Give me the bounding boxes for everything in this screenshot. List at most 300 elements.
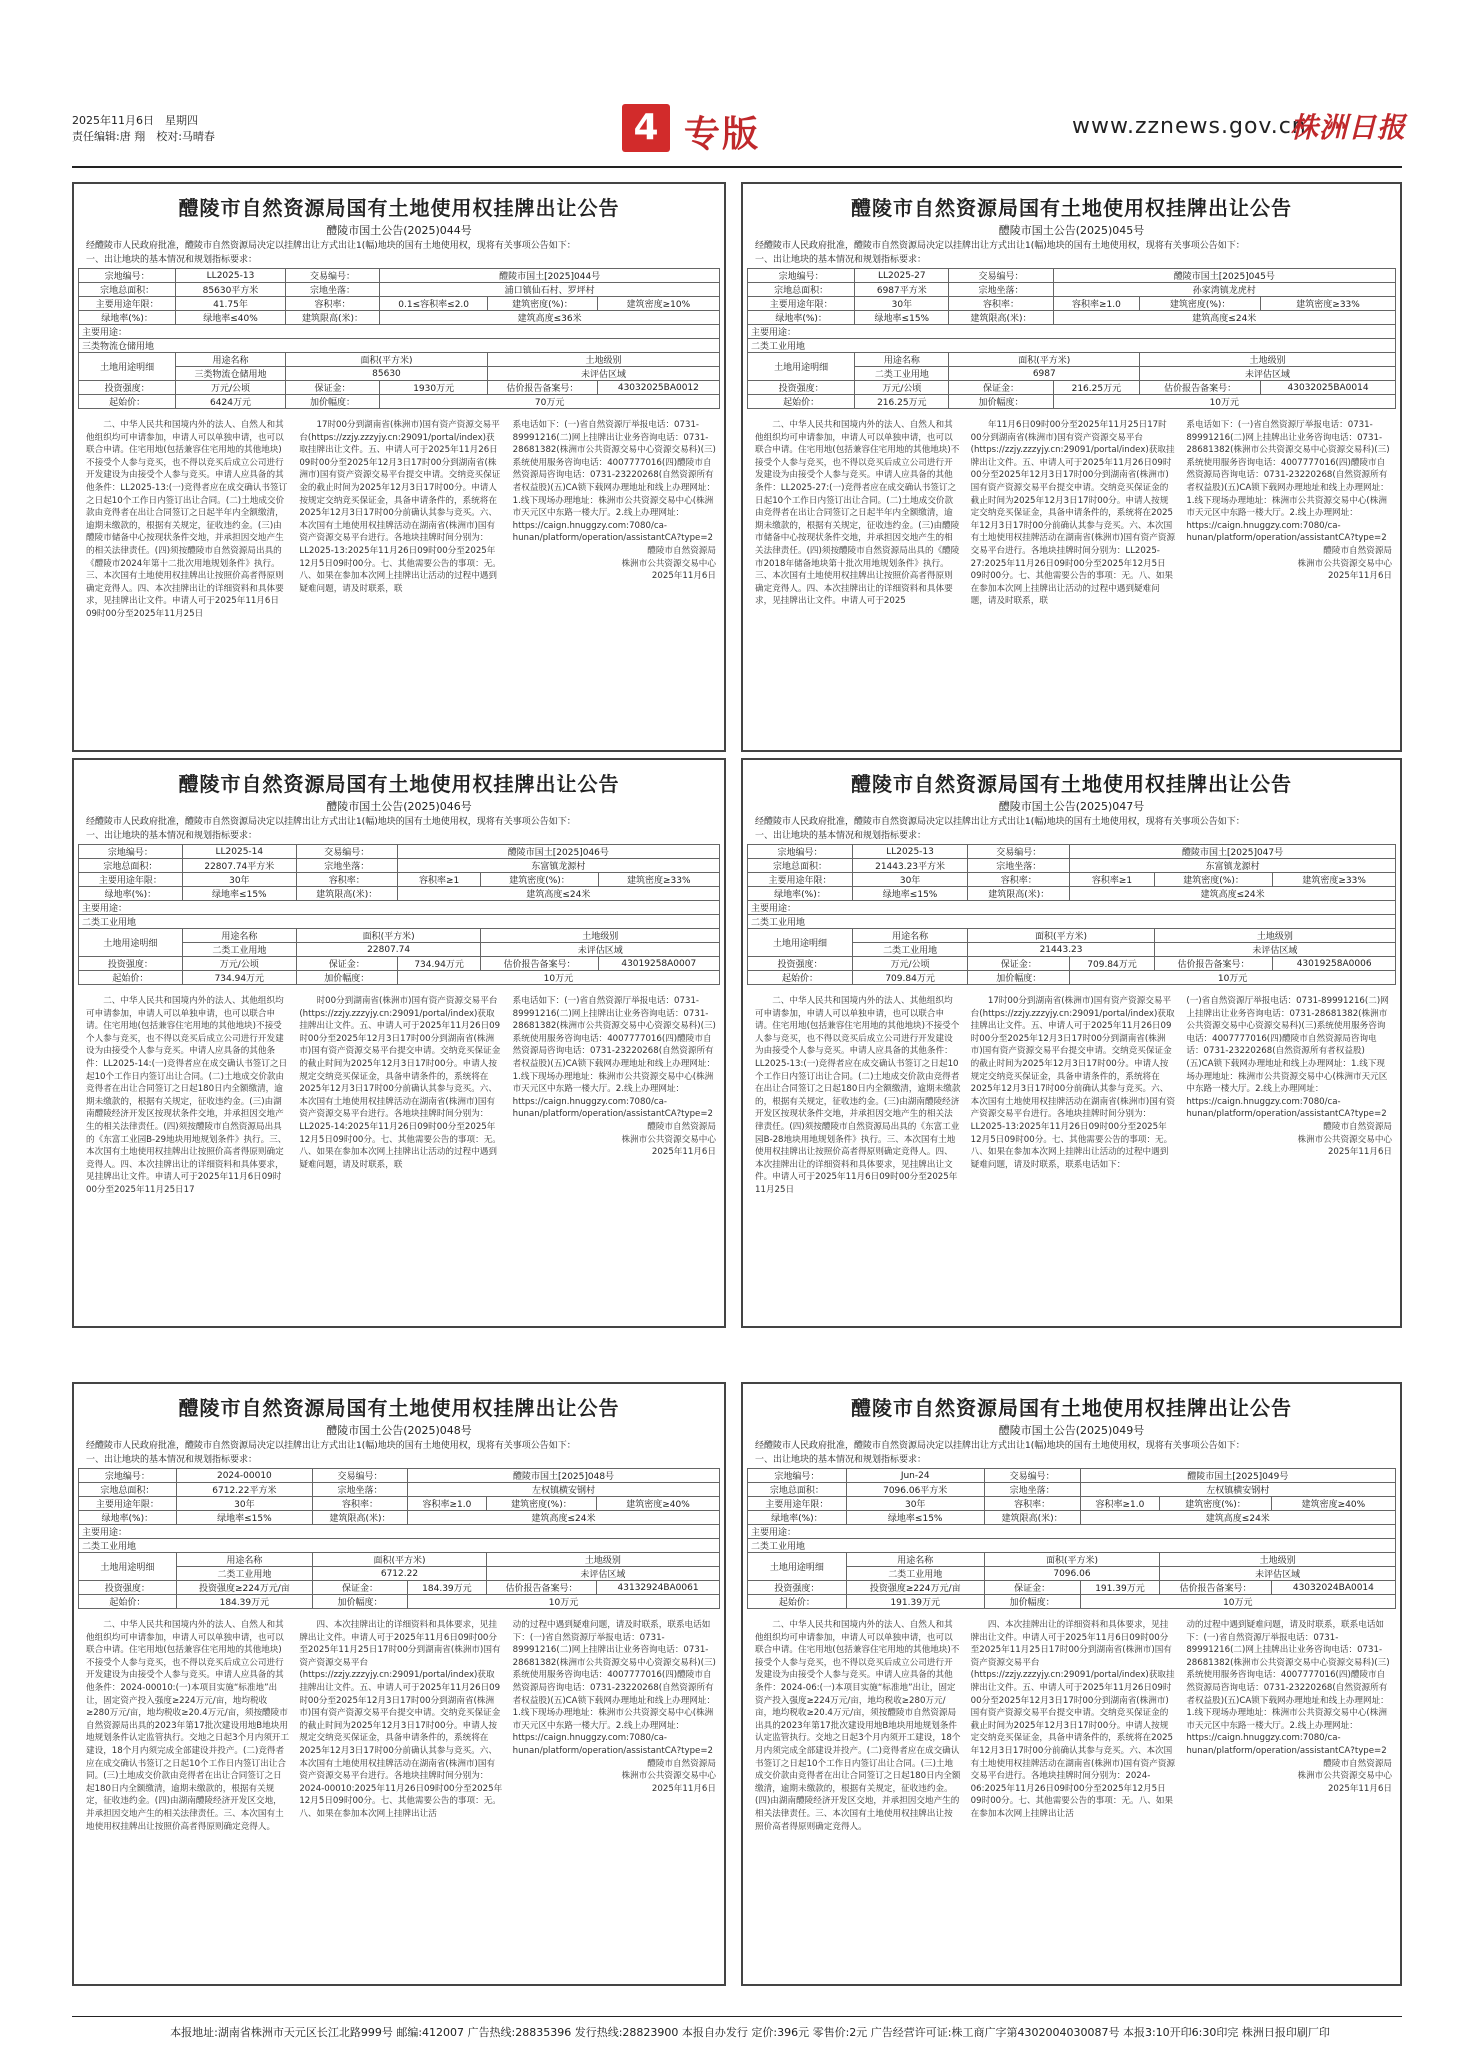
table-cell: 容积率： [984,1497,1080,1511]
table-cell: 未评估区域 [481,943,720,957]
table-cell: 估价报告备案号： [481,957,598,971]
table-cell: 东富镇龙源村 [1070,859,1396,873]
table-cell: 起始价： [748,971,853,985]
table-cell: 建筑高度≤24米 [397,887,719,901]
table-cell: 保证金： [968,957,1070,971]
signature-date: 2025年11月6日 [651,1783,716,1794]
table-cell: LL2025-13 [176,269,286,283]
table-row [79,1595,720,1609]
table-cell: 734.94万元 [397,957,481,971]
table-cell: 建筑高度≤24米 [1053,311,1395,325]
notice-title: 醴陵市自然资源局国有土地使用权挂牌出让公告 [851,196,1292,220]
notice-number: 醴陵市国土公告(2025)049号 [998,1424,1145,1437]
table-cell: 宗地总面积： [748,859,853,873]
table-cell: 主要用途年限： [748,873,853,887]
signature-center: 株洲市公共资源交易中心 [1297,558,1393,569]
parcel-info-table [78,268,720,409]
table-cell: 43019258A0007 [598,957,719,971]
table-row [79,1483,720,1497]
table-cell: 宗地编号： [79,269,176,283]
body-column [1186,1619,1392,1854]
table-cell: 土地用途明细 [79,929,183,957]
table-cell: LL2025-14 [182,845,296,859]
website-link[interactable]: www.zznews.gov.cn [1072,114,1307,139]
table-cell: 宗地总面积： [79,1483,177,1497]
table-cell: 宗地总面积： [79,859,183,873]
notice-title: 醴陵市自然资源局国有土地使用权挂牌出让公告 [178,1396,620,1420]
table-cell: 土地级别 [1160,1553,1396,1567]
parcel-info-table [78,1468,720,1609]
table-cell: 土地级别 [1140,353,1396,367]
table-cell: 醴陵市国土[2025]047号 [1070,845,1396,859]
body-text: 动的过程中遇到疑难问题，请及时联系，联系电话如下：(一)省自然资源厅举报电话：0731-89991216(二)网上挂牌出让业务咨询电话：0731-28681382(株洲市公共资源交易中心资源交易科)(三)系统使用服务咨询电话：4007777016(四)醴陵市自然资源局咨询电话：0731-23220268(自然资源所有者权益股)(五)CA锁下载网办理地址和线上办理网址：1.线下现场办理地址：株洲市公共资源交易中心(株洲市天元区中东路一楼大厅。2.线上办理网址：https://caign.hnuggzy.com:7080/ca-hunan/platform/operation/assistantCA?type=2 [1186,1620,1390,1756]
table-cell: 估价报告备案号： [1160,1581,1271,1595]
table-row [79,325,720,339]
table-row [748,929,1396,943]
table-cell: 建筑限高(米)： [285,311,379,325]
signature-bureau: 醴陵市自然资源局 [647,1758,716,1769]
table-cell: 起始价： [748,1595,847,1609]
table-cell: 主要用途年限： [79,297,176,311]
table-cell: 用途名称 [176,1553,312,1567]
table-cell: 建筑高度≤24米 [1080,1511,1395,1525]
body-column [971,1619,1177,1854]
table-cell: 1930万元 [380,381,488,395]
table-cell: 估价报告备案号： [488,381,598,395]
table-cell: 30年 [176,1497,312,1511]
notice-intro: 经醴陵市人民政府批准，醴陵市自然资源局决定以挂牌出让方式出让1(幅)地块的国有土地使用权，现将有关事项公告如下： [86,817,576,827]
table-cell: 6712.22平方米 [176,1483,312,1497]
table-cell: 醴陵市国土[2025]044号 [380,269,720,283]
table-cell: 二类工业用地 [846,1567,984,1581]
table-row [79,901,720,915]
table-cell: 加价幅度： [313,1595,408,1609]
table-cell: 二类工业用地 [748,1539,1396,1553]
signature-bureau: 醴陵市自然资源局 [647,545,716,556]
notice-title: 醴陵市自然资源局国有土地使用权挂牌出让公告 [851,772,1292,796]
notice-number: 醴陵市国土公告(2025)047号 [998,800,1145,813]
body-column [755,419,961,654]
notice-section-heading: 一、出让地块的基本情况和规划指标要求： [755,255,927,265]
table-cell: 未评估区域 [1160,1567,1396,1581]
parcel-info-table [747,844,1396,985]
table-row [748,887,1396,901]
table-cell: 7096.06平方米 [846,1483,984,1497]
land-notice [72,758,726,1328]
land-notice [72,182,726,752]
table-cell: 30年 [846,1497,984,1511]
table-cell: 70万元 [380,395,720,409]
parcel-info-table [747,268,1396,409]
signature-center: 株洲市公共资源交易中心 [621,1771,716,1782]
table-cell: 土地用途明细 [79,353,176,381]
newspaper-logo: 株洲日报 [1290,111,1407,144]
table-cell: 绿地率≤15% [182,887,296,901]
table-cell: 孙家湾镇龙虎村 [1053,283,1395,297]
notice-intro: 经醴陵市人民政府批准，醴陵市自然资源局决定以挂牌出让方式出让1(幅)地块的国有土地使用权，现将有关事项公告如下： [755,241,1245,251]
table-cell: 投资强度： [79,957,183,971]
table-row [79,859,720,873]
table-row [748,269,1396,283]
table-cell: 30年 [852,873,967,887]
table-cell: 建筑密度≥33% [598,873,719,887]
table-cell: 22807.74 [296,943,481,957]
notice-title: 醴陵市自然资源局国有土地使用权挂牌出让公告 [851,1396,1292,1420]
table-cell: 2024-00010 [176,1469,312,1483]
page-header [0,0,1475,178]
table-row [748,915,1396,929]
table-row [79,381,720,395]
table-row [748,325,1396,339]
table-cell: 土地级别 [1154,929,1395,943]
table-row [79,915,720,929]
signature-bureau: 醴陵市自然资源局 [1323,1758,1393,1769]
table-cell: 10万元 [408,1595,720,1609]
table-cell: 万元/公顷 [852,957,967,971]
table-row [79,1539,720,1553]
table-cell: 宗地坐落： [968,859,1070,873]
table-row [748,845,1396,859]
table-cell: 投资强度≥224万元/亩 [176,1581,312,1595]
table-row [79,1511,720,1525]
table-cell: 保证金： [296,957,397,971]
table-cell: 主要用途年限： [748,297,855,311]
table-row [748,1525,1396,1539]
table-cell: 交易编号： [949,269,1053,283]
table-row [748,1595,1396,1609]
table-cell: 主要用途年限： [79,873,183,887]
body-text: 系电话如下：(一)省自然资源厅举报电话：0731-89991216(二)网上挂牌出让业务咨询电话：0731-28681382(株洲市公共资源交易中心资源交易科)(三)系统使用服务咨询电话：4007777016(四)醴陵市自然资源局咨询电话：0731-23220268(自然资源所有者权益股)(五)CA锁下载网办理地址和线上办理网址：1.线下现场办理地址：株洲市公共资源交易中心(株洲市天元区中东路一楼大厅。2.线上办理网址：https://caign.hnuggzy.com:7080/ca-hunan/platform/operation/assistantCA?type=2 [512,996,716,1120]
table-cell: 绿地率(%)： [748,311,855,325]
body-column [513,419,716,654]
table-cell: 投资强度： [79,1581,177,1595]
table-cell: 二类工业用地 [79,915,720,929]
table-cell: 左权镇横安钢村 [408,1483,720,1497]
table-cell: 容积率≥1.0 [408,1497,487,1511]
section-title: 专版 [684,114,761,155]
table-cell: 709.84万元 [852,971,967,985]
body-text: 二、中华人民共和国境内外的法人、其他组织均可申请参加，申请人可以单独申请，也可以联合申请。住宅用地(包括兼容住宅用地的其他地块)不接受个人参与竞买，也不得以竞买后成立公司进行开发建设为由接受个人参与竞买。申请人应具备的其他条件：LL2025-13:(一)竞得者应在成交确认书签订之日起10个工作日内签订出让合同。(二)土地成交价款由竞得者在出让合同签订之日起180日内全额缴清，逾期未缴款的，根据有关规定，征收违约金。(三)由湖南醴陵经济开发区按现状条件交地，并承担因交地产生的相关法律责任。(四)须按醴陵市自然资源局出具的《东富工业园B-28地块用地规划条件》执行。三、本次国有土地使用权挂牌出让按照价高者得原则确定竞得人。四、本次挂牌出让的详细资料和具体要求，见挂牌出让文件。申请人可于2025年11月6日09时00分至2025年11月25日 [755,996,961,1195]
table-cell: 醴陵市国土[2025]049号 [1080,1469,1395,1483]
table-cell: 保证金： [949,381,1053,395]
table-cell: 交易编号： [968,845,1070,859]
table-cell: 709.84万元 [1070,957,1155,971]
table-cell: 投资强度： [748,957,853,971]
table-cell: 容积率： [949,297,1053,311]
signature-date: 2025年11月6日 [651,1147,716,1158]
table-cell: 6987 [949,367,1140,381]
table-cell: LL2025-13 [852,845,967,859]
table-row [748,1483,1396,1497]
footer-rule [72,2016,1402,2017]
table-cell: 建筑密度≥33% [1273,873,1396,887]
table-cell: 三类物流仓储用地 [176,367,286,381]
table-row [748,1539,1396,1553]
table-cell: 起始价： [79,971,183,985]
table-cell: 30年 [182,873,296,887]
table-row [79,339,720,353]
table-cell: 184.39万元 [176,1595,312,1609]
table-cell: 万元/公顷 [182,957,296,971]
table-cell: 保证金： [984,1581,1080,1595]
body-text: 二、中华人民共和国境内外的法人、自然人和其他组织均可申请参加，申请人可以单独申请，也可以联合申请。住宅用地(包括兼容住宅用地的其他地块)不接受个人参与竞买，也不得以竞买后成立公司进行开发建设为由接受个人参与竞买。申请人应具备的其他条件：LL2025-27:(一)竞得者应在成交确认书签订之日起10个工作日内签订出让合同。(二)土地成交价款由竞得者在出让合同签订之日起半年内全额缴清，逾期未缴款的，根据有关规定，征收违约金。(三)由醴陵市储备中心按现状条件交地，并承担因交地产生的相关法律责任。(四)须按醴陵市自然资源局出具的《醴陵市2018年储备地块第十批次用地规划条件》执行。三、本次国有土地使用权挂牌出让按照价高者得原则确定竞得人。四、本次挂牌出让的详细资料和具体要求，见挂牌出让文件。申请人可于2025 [755,420,960,607]
table-cell: 41.75年 [176,297,286,311]
signature-center: 株洲市公共资源交易中心 [1297,1134,1393,1145]
table-cell: 宗地总面积： [748,283,855,297]
table-cell: 面积(平方米) [296,929,481,943]
table-row [79,283,720,297]
table-cell: 21443.23 [968,943,1155,957]
notice-body [74,1609,724,1854]
parcel-info-table [78,844,720,985]
table-row [748,1553,1396,1567]
table-cell: 绿地率≤15% [855,311,949,325]
table-cell: 85630 [285,367,487,381]
body-text: 四、本次挂牌出让的详细资料和具体要求，见挂牌出让文件。申请人可于2025年11月6日09时00分至2025年11月25日17时00分到湖南省(株洲市)国有资产资源交易平台(https://zzjy.zzzyjy.cn:29091/portal/index)获取挂牌出让文件。五、申请人可于2025年11月26日09时00分至2025年12月3日17时00分到湖南省(株洲市)国有资产资源交易平台提交申请。交纳竞买保证金的截止时间为2025年12月3日17时00分。申请人按规定交纳竞买保证金，具备申请条件的，系统将在2025年12月3日17时00分前确认其参与竞买。六、本次国有土地使用权挂牌活动在湖南省(株洲市)国有资产资源交易平台进行。各地块挂牌时间分别为：2024-00010:2025年11月26日09时00分至2025年12月5日09时00分。七、其他需要公告的事项：无。八、如果在参加本次网上挂牌出让活 [299,1620,503,1819]
table-cell: 主要用途： [748,1525,1396,1539]
notice-title: 醴陵市自然资源局国有土地使用权挂牌出让公告 [178,196,620,220]
table-cell: 交易编号： [285,269,379,283]
table-cell: 建筑密度(%)： [481,873,598,887]
table-cell: 万元/公顷 [176,381,286,395]
table-cell: 绿地率(%)： [748,1511,847,1525]
table-row [748,381,1396,395]
notice-number: 醴陵市国土公告(2025)046号 [326,800,472,813]
table-cell: 投资强度≥224万元/亩 [846,1581,984,1595]
land-notice [741,758,1402,1328]
body-text: 二、中华人民共和国境内外的法人、其他组织均可申请参加，申请人可以单独申请，也可以联合申请。住宅用地(包括兼容住宅用地的其他地块)不接受个人参与竞买，也不得以竞买后成立公司进行开发建设为由接受个人参与竞买。申请人应具备的其他条件：LL2025-14:(一)竞得者应在成交确认书签订之日起10个工作日内签订出让合同。(二)土地成交价款由竞得者在出让合同签订之日起180日内全额缴清，逾期未缴款的，根据有关规定，征收违约金。(三)由湖南醴陵经济开发区按现状条件交地，并承担因交地产生的相关法律责任。(四)须按醴陵市自然资源局出具的《东富工业园B-29地块用地规划条件》执行。三、本次国有土地使用权挂牌出让按照价高者得原则确定竞得人。四、本次挂牌出让的详细资料和具体要求，见挂牌出让文件。申请人可于2025年11月6日09时00分至2025年11月25日17 [86,996,288,1195]
table-cell: 用途名称 [846,1553,984,1567]
signature-bureau: 醴陵市自然资源局 [647,1121,716,1132]
signature-date: 2025年11月6日 [1327,571,1393,582]
table-cell: 二类工业用地 [182,943,296,957]
table-cell: 216.25万元 [855,395,949,409]
table-cell: 投资强度： [748,381,855,395]
table-cell: 土地用途明细 [79,1553,177,1581]
table-cell: 醴陵市国土[2025]045号 [1053,269,1395,283]
body-text: 系电话如下：(一)省自然资源厅举报电话：0731-89991216(二)网上挂牌出让业务咨询电话：0731-28681382(株洲市公共资源交易中心资源交易科)(三)系统使用服务咨询电话：4007777016(四)醴陵市自然资源局咨询电话：0731-23220268(自然资源所有者权益股)(五)CA锁下载网办理地址和线上办理网址：1.线下现场办理地址：株洲市公共资源交易中心(株洲市天元区中东路一楼大厅。2.线上办理网址：https://caign.hnuggzy.com:7080/ca-hunan/platform/operation/assistantCA?type=2 [512,420,716,544]
table-cell: 建筑密度(%)： [1140,297,1261,311]
table-row [748,859,1396,873]
table-cell: 734.94万元 [182,971,296,985]
table-cell: 43132924BA0061 [597,1581,720,1595]
table-cell: 面积(平方米) [285,353,487,367]
table-cell: 主要用途： [748,901,1396,915]
body-column [513,1619,716,1854]
body-text: 系电话如下：(一)省自然资源厅举报电话：0731-89991216(二)网上挂牌出让业务咨询电话：0731-28681382(株洲市公共资源交易中心资源交易科)(三)系统使用服务咨询电话：4007777016(四)醴陵市自然资源局咨询电话：0731-23220268(自然资源所有者权益股)(五)CA锁下载网办理地址和线上办理网址：1.线下现场办理地址：株洲市公共资源交易中心(株洲市天元区中东路一楼大厅。2.线上办理网址：https://caign.hnuggzy.com:7080/ca-hunan/platform/operation/assistantCA?type=2 [1186,420,1390,544]
table-cell: 面积(平方米) [949,353,1140,367]
notice-number: 醴陵市国土公告(2025)048号 [326,1424,472,1437]
table-cell: 绿地率≤15% [852,887,967,901]
table-cell: 浦口镇仙石村、罗坪村 [380,283,720,297]
notice-body [743,985,1400,1230]
table-cell: 东富镇龙源村 [397,859,719,873]
table-cell: 投资强度： [79,381,176,395]
body-text: (一)省自然资源厅举报电话：0731-89991216(二)网上挂牌出让业务咨询电话：0731-28681382(株洲市公共资源交易中心资源交易科)(三)系统使用服务咨询电话：4007777016(四)醴陵市自然资源局咨询电话：0731-23220268(自然资源所有者权益股)(五)CA锁下载网办理地址和线上办理网址：1.线下现场办理地址：株洲市公共资源交易中心(株洲市天元区中东路一楼大厅。2.线上办理网址：https://caign.hnuggzy.com:7080/ca-hunan/platform/operation/assistantCA?type=2 [1186,996,1389,1120]
body-column [86,419,289,654]
table-cell: 宗地坐落： [949,283,1053,297]
body-column [86,995,289,1230]
table-cell: 容积率≥1 [397,873,481,887]
table-row [748,297,1396,311]
table-cell: 宗地总面积： [79,283,176,297]
table-cell: 10万元 [1070,971,1396,985]
body-column [755,995,961,1230]
notice-intro: 经醴陵市人民政府批准，醴陵市自然资源局决定以挂牌出让方式出让1(幅)地块的国有土地使用权，现将有关事项公告如下： [755,817,1245,827]
table-cell: 二类工业用地 [176,1567,312,1581]
table-cell: 容积率≥1.0 [1053,297,1140,311]
body-text: 年11月6日09时00分至2025年11月25日17时00分到湖南省(株洲市)国有资产资源交易平台(https://zzjy.zzzyjy.cn:29091/portal/index)获取挂牌出让文件。五、申请人可于2025年11月26日09时00分至2025年12月3日17时00分到湖南省(株洲市)国有资产资源交易平台提交申请。交纳竞买保证金的截止时间为2025年12月3日17时00分。申请人按规定交纳竞买保证金，具备申请条件的，系统将在2025年12月3日17时00分前确认其参与竞买。六、本次国有土地使用权挂牌活动在湖南省(株洲市)国有资产资源交易平台进行。各地块挂牌时间分别为：LL2025-27:2025年11月26日09时00分至2025年12月5日09时00分。七、其他需要公告的事项：无。八、如果在参加本次网上挂牌出让活动的过程中遇到疑难问题，请及时联系，联 [970,420,1176,607]
table-cell: 起始价： [79,395,176,409]
table-cell: 建筑密度(%)： [486,1497,596,1511]
table-cell: 容积率： [296,873,397,887]
table-cell: 二类工业用地 [79,1539,720,1553]
table-cell: 加价幅度： [984,1595,1080,1609]
table-cell: 容积率： [968,873,1070,887]
table-cell: 建筑限高(米)： [984,1511,1080,1525]
table-cell: 用途名称 [182,929,296,943]
table-cell: 二类工业用地 [748,915,1396,929]
table-cell: 绿地率(%)： [79,1511,177,1525]
table-cell: 绿地率(%)： [79,887,183,901]
table-cell: 宗地编号： [748,845,853,859]
table-row [748,1581,1396,1595]
land-notice [741,182,1402,752]
body-column [86,1619,289,1854]
notice-body [74,409,724,654]
table-row [748,1469,1396,1483]
table-cell: 主要用途： [79,1525,720,1539]
table-cell: 估价报告备案号： [1140,381,1261,395]
table-cell: 宗地编号： [79,845,183,859]
table-cell: 85630平方米 [176,283,286,297]
table-cell: 主要用途年限： [79,1497,177,1511]
body-text: 二、中华人民共和国境内外的法人、自然人和其他组织均可申请参加，申请人可以单独申请，也可以联合申请。住宅用地(包括兼容住宅用地的其他地块)不接受个人参与竞买，也不得以竞买后成立公司进行开发建设为由接受个人参与竞买。申请人应具备的其他条件：LL2025-13:(一)竞得者应在成交确认书签订之日起10个工作日内签订出让合同。(二)土地成交价款由竞得者在出让合同签订之日起半年内全额缴清，逾期未缴款的，根据有关规定，征收违约金。(三)由醴陵市储备中心按现状条件交地，并承担因交地产生的相关法律责任。(四)须按醴陵市自然资源局出具的《醴陵市2024年第十二批次用地规划条件》执行。三、本次国有土地使用权挂牌出让按照价高者得原则确定竞得人。四、本次挂牌出让的详细资料和具体要求，见挂牌出让文件。申请人可于2025年11月6日09时00分至2025年11月25日 [86,420,288,619]
table-cell: 主要用途： [748,325,1396,339]
table-row [79,353,720,367]
table-cell: 二类工业用地 [855,367,949,381]
body-column [299,1619,502,1854]
signature-date: 2025年11月6日 [1327,1147,1393,1158]
signature-center: 株洲市公共资源交易中心 [621,558,716,569]
table-row [79,395,720,409]
table-cell: 估价报告备案号： [486,1581,596,1595]
table-row [79,845,720,859]
table-row [79,1525,720,1539]
table-cell: 建筑高度≤24米 [1070,887,1396,901]
table-cell: 主要用途： [79,325,720,339]
table-cell: 面积(平方米) [984,1553,1160,1567]
body-text: 二、中华人民共和国境内外的法人、自然人和其他组织均可申请参加，申请人可以单独申请，也可以联合申请。住宅用地(包括兼容住宅用地的其他地块)不接受个人参与竞买，也不得以竞买后成立公司进行开发建设为由接受个人参与竞买。申请人应具备的其他条件：2024-06:(一)本项目实施“标准地”出让，固定资产投入强度≥224万元/亩，地均税收≥280万元/亩，地均税收≥20.4万元/亩，须按醴陵市自然资源局出具的2023年第17批次建设用地B地块用地规划条件认定监管执行。交地之日起3个月内须开工建设，18个月内须完成全部建设并投产。(二)竞得者应在成交确认书签订之日起10个工作日内签订出让合同。(三)土地成交价款由竞得者在出让合同签订之日起180日内全额缴清，逾期未缴款的，根据有关规定，征收违约金。(四)由湖南醴陵经济开发区交地，并承担因交地产生的相关法律责任。三、本次国有土地使用权挂牌出让按照价高者得原则确定竞得人。 [755,1620,961,1832]
table-cell: 建筑限高(米)： [968,887,1070,901]
table-cell: 宗地总面积： [748,1483,847,1497]
table-cell: 未评估区域 [488,367,720,381]
body-text: 时00分到湖南省(株洲市)国有资产资源交易平台(https://zzjy.zzzyjy.cn:29091/portal/index)获取挂牌出让文件。五、申请人可于2025年11月26日09时00分至2025年12月3日17时00分到湖南省(株洲市)国有资产资源交易平台提交申请。交纳竞买保证金的截止时间为2025年12月3日17时00分。申请人按规定交纳竞买保证金，具备申请条件的，系统将在2025年12月3日17时00分前确认其参与竞买。六、本次国有土地使用权挂牌活动在湖南省(株洲市)国有资产资源交易平台进行。各地块挂牌时间分别为：LL2025-14:2025年11月26日09时00分至2025年12月5日09时00分。七、其他需要公告的事项：无。八、如果在参加本次网上挂牌出让活动的过程中遇到疑难问题，请及时联系，联 [299,996,501,1170]
table-cell: 用途名称 [176,353,286,367]
notice-number: 醴陵市国土公告(2025)044号 [326,224,472,237]
table-row [79,957,720,971]
table-cell: 左权镇横安钢村 [1080,1483,1395,1497]
table-cell: 43019258A0006 [1273,957,1396,971]
table-row [748,339,1396,353]
table-cell: 未评估区域 [1140,367,1396,381]
table-cell: 主要用途年限： [748,1497,847,1511]
table-cell: LL2025-27 [855,269,949,283]
table-cell: 土地用途明细 [748,1553,847,1581]
table-cell: 二类工业用地 [852,943,967,957]
body-text: 17时00分到湖南省(株洲市)国有资产资源交易平台(https://zzjy.zzzyjy.cn:29091/portal/index)获取挂牌出让文件。五、申请人可于2025年11月26日09时00分至2025年12月3日17时00分到湖南省(株洲市)国有资产资源交易平台提交申请。交纳竞买保证金的截止时间为2025年12月3日17时00分。申请人按规定交纳竞买保证金，具备申请条件的，系统将在2025年12月3日17时00分前确认其参与竞买。六、本次国有土地使用权挂牌活动在湖南省(株洲市)国有资产资源交易平台进行。各地块挂牌时间分别为：LL2025-13:2025年11月26日09时00分至2025年12月5日09时00分。七、其他需要公告的事项：无。八、如果在参加本次网上挂牌出让活动的过程中遇到疑难问题，请及时联系，联系电话如下： [970,996,1176,1170]
header-rule [72,166,1402,168]
table-cell: 绿地率≤40% [176,311,286,325]
table-row [748,353,1396,367]
body-column [299,995,502,1230]
table-row [79,929,720,943]
table-cell: 加价幅度： [285,395,379,409]
table-cell: 交易编号： [313,1469,408,1483]
table-row [79,1469,720,1483]
table-cell: Jun-24 [846,1469,984,1483]
notice-title: 醴陵市自然资源局国有土地使用权挂牌出让公告 [178,772,620,796]
signature-date: 2025年11月6日 [1327,1783,1393,1794]
table-row [79,971,720,985]
masthead-info [72,113,215,145]
table-cell: 起始价： [748,395,855,409]
table-cell: 10万元 [1053,395,1395,409]
notice-intro: 经醴陵市人民政府批准，醴陵市自然资源局决定以挂牌出让方式出让1(幅)地块的国有土地使用权，现将有关事项公告如下： [86,1441,576,1451]
body-text: 四、本次挂牌出让的详细资料和具体要求，见挂牌出让文件。申请人可于2025年11月6日09时00分至2025年11月25日17时00分到湖南省(株洲市)国有资产资源交易平台(https://zzjy.zzzyjy.cn:29091/portal/index)获取挂牌出让文件。五、申请人可于2025年11月26日09时00分至2025年12月3日17时00分到湖南省(株洲市)国有资产资源交易平台提交申请。交纳竞买保证金的截止时间为2025年12月3日17时00分。申请人按规定交纳竞买保证金，具备申请条件的，系统将在2025年12月3日17时00分前确认其参与竞买。六、本次国有土地使用权挂牌活动在湖南省(株洲市)国有资产资源交易平台进行。各地块挂牌时间分别为：2024-06:2025年11月26日09时00分至2025年12月5日09时00分。七、其他需要公告的事项：无。八、如果在参加本次网上挂牌出让活 [970,1620,1176,1819]
table-row [748,1497,1396,1511]
table-cell: 6987平方米 [855,283,949,297]
table-cell: 面积(平方米) [313,1553,487,1567]
table-cell: 43032024BA0014 [1271,1581,1395,1595]
notice-section-heading: 一、出让地块的基本情况和规划指标要求： [86,1455,258,1465]
table-cell: 土地级别 [481,929,720,943]
table-cell: 建筑密度(%)： [1160,1497,1271,1511]
table-cell: 醴陵市国土[2025]046号 [397,845,719,859]
page-footer: 本报地址:湖南省株洲市天元区长江北路999号 邮编:412007 广告热线:28835396 发行热线:28823900 本报自办发行 定价:396元 零售价:2元 广告经营许可证:株工商广字第4302004030087号 本报3:10开印6:30印完 株洲日报印刷厂印 [170,2026,1330,2039]
table-cell: 保证金： [313,1581,408,1595]
table-cell: 建筑密度(%)： [488,297,598,311]
table-cell: 万元/公顷 [855,381,949,395]
table-cell: 43032025BA0014 [1261,381,1396,395]
table-cell: 宗地编号： [79,1469,177,1483]
table-row [748,395,1396,409]
table-cell: 未评估区域 [1154,943,1395,957]
table-cell: 0.1≤容积率≤2.0 [380,297,488,311]
table-cell: 6424万元 [176,395,286,409]
table-cell: 建筑密度≥40% [597,1497,720,1511]
table-cell: 土地级别 [488,353,720,367]
land-notice [72,1382,726,1986]
notice-section-heading: 一、出让地块的基本情况和规划指标要求： [755,1455,927,1465]
table-cell: 宗地坐落： [285,283,379,297]
table-cell: 土地用途明细 [748,353,855,381]
table-cell: 7096.06 [984,1567,1160,1581]
signature-center: 株洲市公共资源交易中心 [621,1134,716,1145]
table-row [79,269,720,283]
table-row [748,283,1396,297]
notice-number: 醴陵市国土公告(2025)045号 [998,224,1145,237]
table-cell: 宗地坐落： [984,1483,1080,1497]
notice-section-heading: 一、出让地块的基本情况和规划指标要求： [86,255,258,265]
table-cell: 21443.23平方米 [852,859,967,873]
table-cell: 216.25万元 [1053,381,1140,395]
table-cell: 22807.74平方米 [182,859,296,873]
table-cell: 建筑限高(米)： [949,311,1053,325]
issue-date: 2025年11月6日 星期四 [72,114,198,127]
body-column [755,1619,961,1854]
notice-body [743,409,1400,654]
